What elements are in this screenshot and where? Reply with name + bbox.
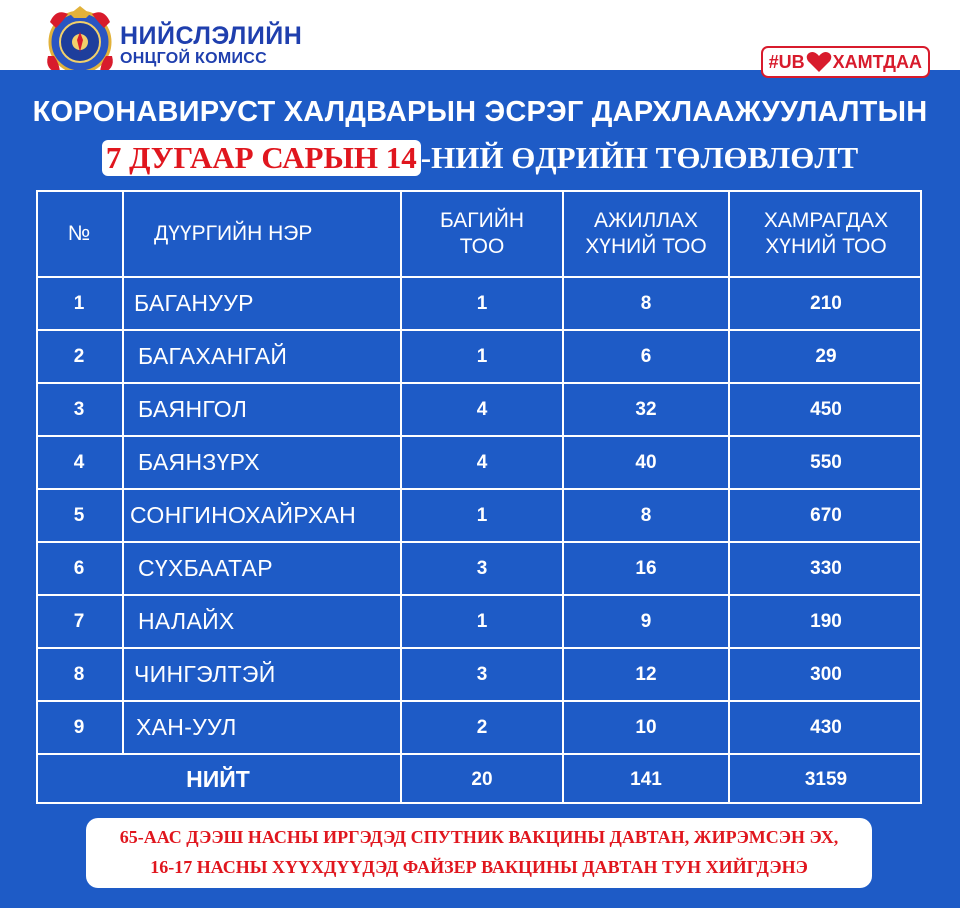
- page-subtitle: [0, 140, 960, 176]
- row-number: 7: [73, 610, 85, 632]
- heart-icon: [806, 51, 832, 73]
- date-badge: 7 ДУГААР САРЫН 14: [102, 140, 421, 176]
- header-no: №: [67, 221, 91, 245]
- row-number: 2: [73, 345, 85, 367]
- team-count: 1: [476, 504, 488, 526]
- footer-notice: [86, 818, 872, 888]
- district-name: СОНГИНОХАЙРХАН: [130, 502, 357, 528]
- header-team-count-line1: БАГИЙН: [439, 208, 525, 232]
- subtitle-rest: -НИЙ ӨДРИЙН ТӨЛӨВЛӨЛТ: [420, 140, 859, 175]
- covered-count: 29: [815, 345, 837, 367]
- state-emblem-icon: [42, 6, 118, 80]
- team-count: 3: [476, 557, 488, 579]
- vaccination-table: [36, 190, 922, 804]
- worker-count: 6: [640, 345, 652, 367]
- total-label: НИЙТ: [186, 766, 250, 792]
- district-name: ХАН-УУЛ: [136, 714, 237, 740]
- team-count: 2: [476, 716, 488, 738]
- footer-line2: 16-17 НАСНЫ ХҮҮХДҮҮДЭД ФАЙЗЕР ВАКЦИНЫ ДАВТАН ТУН ХИЙГДЭНЭ: [150, 857, 808, 877]
- covered-count: 300: [810, 663, 842, 685]
- team-count: 4: [476, 398, 488, 420]
- team-count: 1: [476, 610, 488, 632]
- covered-count: 670: [810, 504, 842, 526]
- header-covered-count-line2: ХҮНИЙ ТОО: [765, 235, 887, 258]
- team-count: 1: [476, 292, 488, 314]
- district-name: СҮХБААТАР: [138, 555, 273, 581]
- row-number: 1: [73, 292, 85, 314]
- district-name: ЧИНГЭЛТЭЙ: [134, 661, 276, 687]
- covered-count: 450: [810, 398, 842, 420]
- team-count: 1: [476, 345, 488, 367]
- header-worker-count-line2: ХҮНИЙ ТОО: [585, 235, 707, 258]
- covered-count: 330: [810, 557, 842, 579]
- header-district-name: ДҮҮРГИЙН НЭР: [154, 221, 313, 245]
- row-number: 6: [73, 557, 85, 579]
- header-covered-count-line1: ХАМРАГДАХ: [763, 208, 889, 232]
- worker-count: 9: [640, 610, 652, 632]
- organization-name: [120, 24, 302, 67]
- district-name: БАГАХАНГАЙ: [138, 343, 288, 369]
- district-name: НАЛАЙХ: [138, 608, 235, 634]
- page-title: КОРОНАВИРУСТ ХАЛДВАРЫН ЭСРЭГ ДАРХЛААЖУУЛАЛТЫН: [32, 96, 928, 128]
- total-covered-count: 3159: [804, 768, 848, 790]
- covered-count: 210: [810, 292, 842, 314]
- hashtag-badge: [761, 46, 930, 78]
- footer-line1: 65-ААС ДЭЭШ НАСНЫ ИРГЭДЭД СПУТНИК ВАКЦИНЫ ДАВТАН, ЖИРЭМСЭН ЭХ,: [119, 827, 839, 847]
- header-team-count: [402, 190, 562, 278]
- total-team-count: 20: [471, 768, 493, 790]
- total-worker-count: 141: [630, 768, 662, 790]
- covered-count: 550: [810, 451, 842, 473]
- row-number: 3: [73, 398, 85, 420]
- worker-count: 16: [635, 557, 657, 579]
- team-count: 3: [476, 663, 488, 685]
- row-number: 4: [73, 451, 85, 473]
- worker-count: 12: [635, 663, 657, 685]
- worker-count: 8: [640, 504, 652, 526]
- worker-count: 10: [635, 716, 657, 738]
- row-number: 8: [73, 663, 85, 685]
- district-name: БАЯНЗҮРХ: [138, 449, 260, 475]
- worker-count: 8: [640, 292, 652, 314]
- header-team-count-line2: ТОО: [459, 235, 505, 258]
- header-worker-count: [564, 190, 728, 278]
- hashtag-suffix: ХАМТДАА: [832, 51, 922, 72]
- header-covered-count: [730, 190, 922, 278]
- row-number: 9: [73, 716, 85, 738]
- covered-count: 190: [810, 610, 842, 632]
- row-number: 5: [73, 504, 85, 526]
- header-worker-count-line1: АЖИЛЛАХ: [593, 208, 699, 232]
- worker-count: 32: [635, 398, 657, 420]
- district-name: БАЯНГОЛ: [138, 396, 248, 422]
- team-count: 4: [476, 451, 488, 473]
- hashtag-prefix: #UB: [768, 51, 805, 72]
- covered-count: 430: [810, 716, 842, 738]
- district-name: БАГАНУУР: [134, 290, 254, 316]
- org-name-line1: НИЙСЛЭЛИЙН: [120, 22, 303, 50]
- org-name-line2: ОНЦГОЙ КОМИСС: [120, 50, 267, 67]
- worker-count: 40: [635, 451, 657, 473]
